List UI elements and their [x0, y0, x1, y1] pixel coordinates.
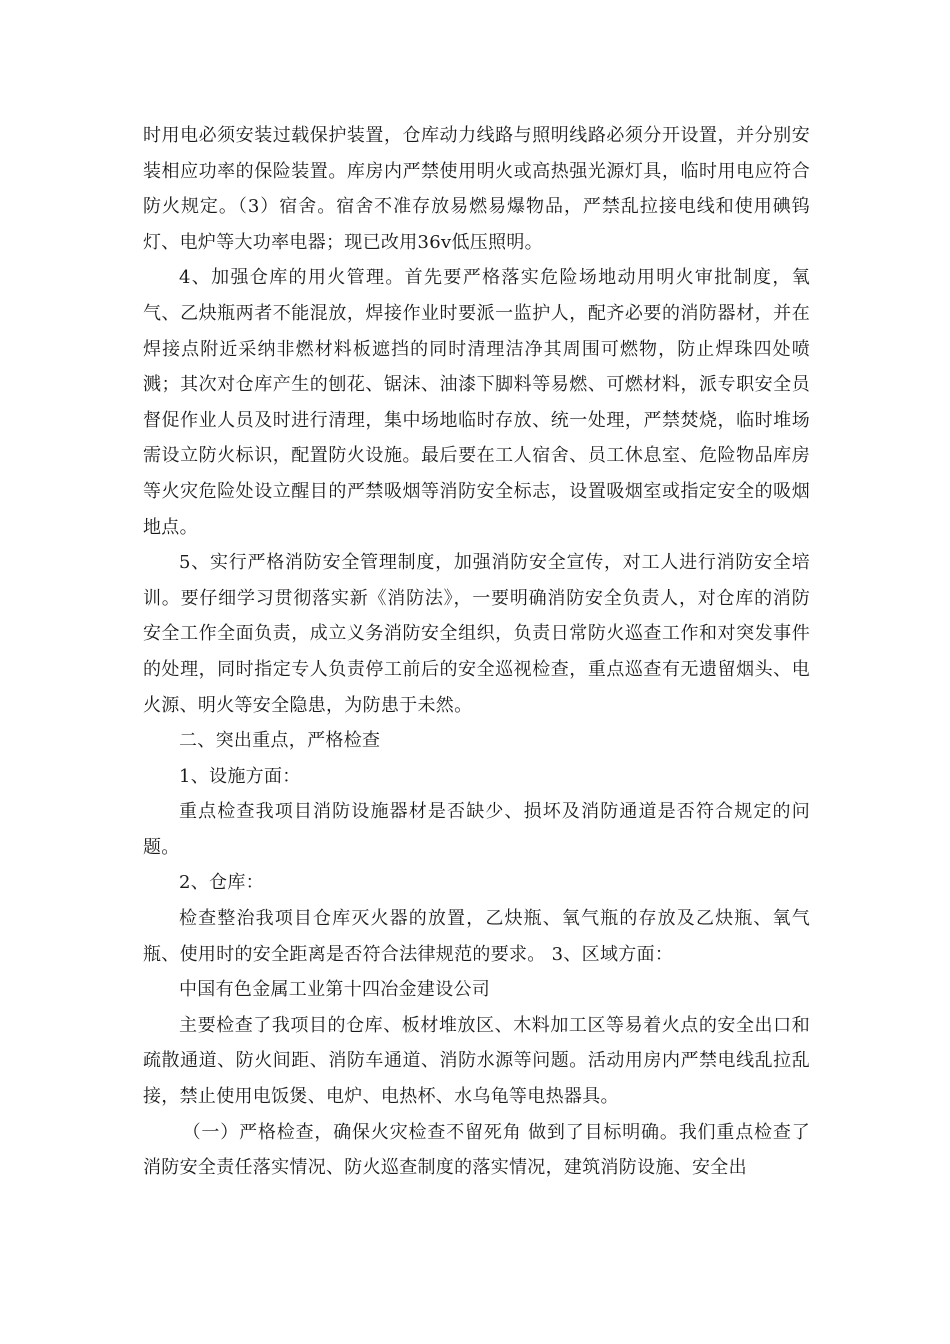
subheading-warehouse: 2、仓库：: [179, 872, 264, 894]
paragraph-strict-inspection: （一）严格检查，确保火灾检查不留死角 做到了目标明确。我们重点检查了消防安全责任落实情况、防火巡查制度的落实情况，建筑消防设施、安全出: [143, 1121, 810, 1179]
paragraph-continuation-electrical: 时用电必须安装过载保护装置，仓库动力线路与照明线路必须分开设置，并分别安装相应功率的保险装置。库房内严禁使用明火或高热强光源灯具，临时用电应符合防火规定。（3）宿舍。宿舍不准存放易燃易爆物品，严禁乱拉接电线和使用碘钨灯、电炉等大功率电器；现已改用36v低压照明。: [143, 125, 810, 253]
paragraph-fire-use-management: 4、加强仓库的用火管理。首先要严格落实危险场地动用明火审批制度，氧气、乙炔瓶两者不能混放，焊接作业时要派一监护人，配齐必要的消防器材，并在焊接点附近采纳非燃材料板遮挡的同时清理洁净其周围可燃物，防止焊珠四处喷溅；其次对仓库产生的刨花、锯沫、油漆下脚料等易燃、可燃材料，派专职安全员督促作业人员及时进行清理，集中场地临时存放、统一处理，严禁焚烧，临时堆场需设立防火标识，配置防火设施。最后要在工人宿舍、员工休息室、危险物品库房等火灾危险处设立醒目的严禁吸烟等消防安全标志，设置吸烟室或指定安全的吸烟地点。: [143, 267, 810, 538]
paragraph-facilities: 重点检查我项目消防设施器材是否缺少、损坏及消防通道是否符合规定的问题。: [143, 801, 810, 858]
company-name-line: 中国有色金属工业第十四冶金建设公司: [179, 979, 491, 1001]
paragraph-warehouse: 检查整治我项目仓库灭火器的放置，乙炔瓶、氧气瓶的存放及乙炔瓶、氧气瓶、使用时的安全距离是否符合法律规范的要求。 3、区域方面：: [143, 908, 810, 965]
paragraph-safety-management-system: 5、实行严格消防安全管理制度，加强消防安全宣传，对工人进行消防安全培训。要仔细学习贯彻落实新《消防法》，一要明确消防安全负责人，对仓库的消防安全工作全面负责，成立义务消防安全组织，负责日常防火巡查工作和对突发事件的处理，同时指定专人负责停工前后的安全巡视检查，重点巡查有无遗留烟头、电火源、明火等安全隐患，为防患于未然。: [143, 552, 810, 716]
paragraph-area-inspection: 主要检查了我项目的仓库、板材堆放区、木料加工区等易着火点的安全出口和疏散通道、防火间距、消防车通道、消防水源等问题。活动用房内严禁电线乱拉乱接，禁止使用电饭煲、电炉、电热杯、水乌龟等电热器具。: [143, 1014, 810, 1108]
subheading-facilities: 1、设施方面：: [179, 765, 301, 787]
section-heading-inspection: 二、突出重点，严格检查: [179, 730, 381, 752]
